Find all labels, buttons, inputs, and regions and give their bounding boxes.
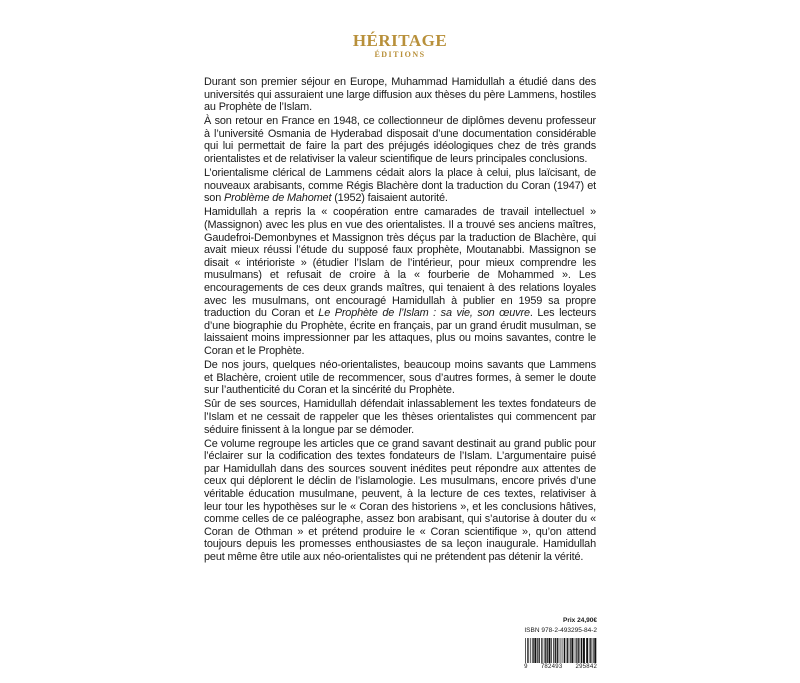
barcode-bar	[541, 638, 542, 664]
paragraph-text: Hamidullah a repris la « coopération entre camarades de travail intellectuel » (Massignon) avec les plus en vue des orientalistes. Il a trouvé ses anciens maîtres, Gaudefroi-Demonbynes et Massignon très déçus par la traduction de Blachère, qui avait mieux réussi l’étude du supposé faux prophète, Moutanabbi. Massignon se disait « intérioriste » (étudier l’Islam de l’intérieur, pour mieux comprendre les musulmans) et refusait de croire à la « fourberie de Mohammed ». Les encouragements de ces deux grands maîtres, qui tenaient à des relations loyales avec les musulmans, ont encouragé Hamidullah à publier en 1959 sa propre traduction du Coran et	[204, 206, 596, 320]
barcode-bar	[561, 638, 562, 664]
barcode-bar	[590, 638, 591, 664]
barcode-bar	[551, 638, 552, 664]
barcode-bar	[557, 638, 558, 664]
barcode-bar	[592, 638, 593, 664]
publisher-sub: ÉDITIONS	[374, 50, 426, 59]
paragraph-text: . Les lecteurs d’une biographie du Prophète, écrite en français, par un grand érudit musulman, se laissaient moins impressionner par les attaques, plus ou moins savantes, contre le Coran et le Prophète.	[204, 307, 596, 357]
isbn-label: ISBN 978-2-493295-84-2	[524, 627, 597, 634]
barcode-bar	[528, 638, 529, 664]
paragraph-text: Durant son premier séjour en Europe, Muhammad Hamidullah a étudié dans des universités qui assuraient une large diffusion aux thèses du père Lammens, hostiles au Prophète de l’Islam.	[204, 76, 596, 114]
barcode-bar	[567, 638, 568, 664]
paragraph-text: Ce volume regroupe les articles que ce grand savant destinait au grand public pour l’éclairer sur la codification des textes fondateurs de l’Islam. L’argumentaire puisé par Hamidullah dans des sources souvent inédites peut répondre aux attentes de ceux qui déplorent le déclin de l’islamologie. Les musulmans, encore privés d’une véritable éducation musulmane, peuvent, à la lecture de ces textes, relativiser à leur tour les hypothèses sur le « Coran des historiens », et les conclusions hâtives, comme celles de ce paléographe, assez bon arabisant, qui s’autorise à douter du « Coran de Othman » et prétend produire le « Coran scientifique », qu’on attend toujours depuis les promesses enthousiastes de sa leçon inaugurale. Hamidullah peut même être utile aux néo-orientalistes qui ne prétendent pas détenir la vérité.	[204, 437, 596, 563]
barcode-bar	[564, 638, 565, 664]
barcode-digit-group: 9	[524, 663, 528, 670]
barcode-digit-group: 295842	[575, 663, 597, 670]
paragraph	[204, 359, 596, 397]
barcode-bar	[569, 638, 570, 664]
barcode-bar	[525, 638, 526, 664]
publisher-logo	[0, 32, 800, 59]
book-title: Problème de Mahomet	[224, 192, 332, 205]
paragraph	[204, 76, 596, 114]
paragraph-text: (1952) faisaient autorité.	[331, 192, 448, 205]
barcode-bar	[532, 638, 533, 664]
barcode-bar	[583, 638, 585, 664]
barcode-bar	[580, 638, 581, 664]
paragraph	[204, 438, 596, 564]
price-label: Prix 24,90€	[563, 617, 597, 624]
paragraph-text: De nos jours, quelques néo-orientalistes, beaucoup moins savants que Lammens et Blachère, croient utile de recommencer, sous d’autres formes, à semer le doute sur l’authenticité du Coran et la sincérité du Prophète.	[204, 359, 596, 397]
barcode-bar	[530, 638, 531, 664]
barcode-bar	[545, 638, 546, 664]
barcode-bar	[571, 638, 573, 664]
paragraph-text: À son retour en France en 1948, ce collectionneur de diplômes devenu professeur à l’université Osmania de Hyderabad disposait d’une documentation considérable qui lui permettait de faire la part des préjugés idéologiques chez de très grands orientalistes et de relativiser la valeur scientifique de leurs principales conclusions.	[204, 115, 596, 166]
barcode-bar	[539, 638, 540, 664]
paragraph-text: L’orientalisme clérical de Lammens cédait alors la place à celui, plus laïcisant, de nouveaux arabisants, comme Régis Blachère dont la traduction du Coran (1947) et son	[204, 167, 596, 205]
barcode-bar	[555, 638, 556, 664]
barcode-bar	[527, 638, 528, 664]
barcode-bar	[534, 638, 536, 664]
barcode-bar	[593, 638, 594, 664]
barcode-bar	[543, 638, 544, 664]
barcode-bar	[553, 638, 554, 664]
publisher-name: HÉRITAGE	[352, 31, 448, 50]
back-cover-text	[204, 76, 596, 564]
barcode-bar	[563, 638, 564, 664]
barcode-bar	[594, 638, 596, 664]
barcode-bar	[570, 638, 571, 664]
paragraph	[204, 167, 596, 205]
barcode-bar	[578, 638, 579, 664]
paragraph	[204, 206, 596, 357]
barcode-bar	[547, 638, 548, 664]
paragraph-text: Sûr de ses sources, Hamidullah défendait inlassablement les textes fondateurs de l’Islam et ne cessait de rappeler que les thèses orientalistes qui commencent par séduire finissent à la longue par se démoder.	[204, 398, 596, 436]
barcode-bar	[549, 638, 551, 664]
barcode-bar	[581, 638, 582, 664]
paragraph	[204, 115, 596, 165]
barcode-bar	[576, 638, 577, 664]
barcode-bar	[559, 638, 560, 664]
barcode-digits	[524, 663, 597, 670]
book-title: Le Prophète de l’Islam : sa vie, son œuvre	[318, 307, 530, 320]
barcode-bar	[586, 638, 588, 664]
barcode-bar	[537, 638, 538, 664]
barcode-digit-group: 782493	[540, 663, 563, 670]
barcode-bar	[575, 638, 576, 664]
paragraph	[204, 398, 596, 436]
